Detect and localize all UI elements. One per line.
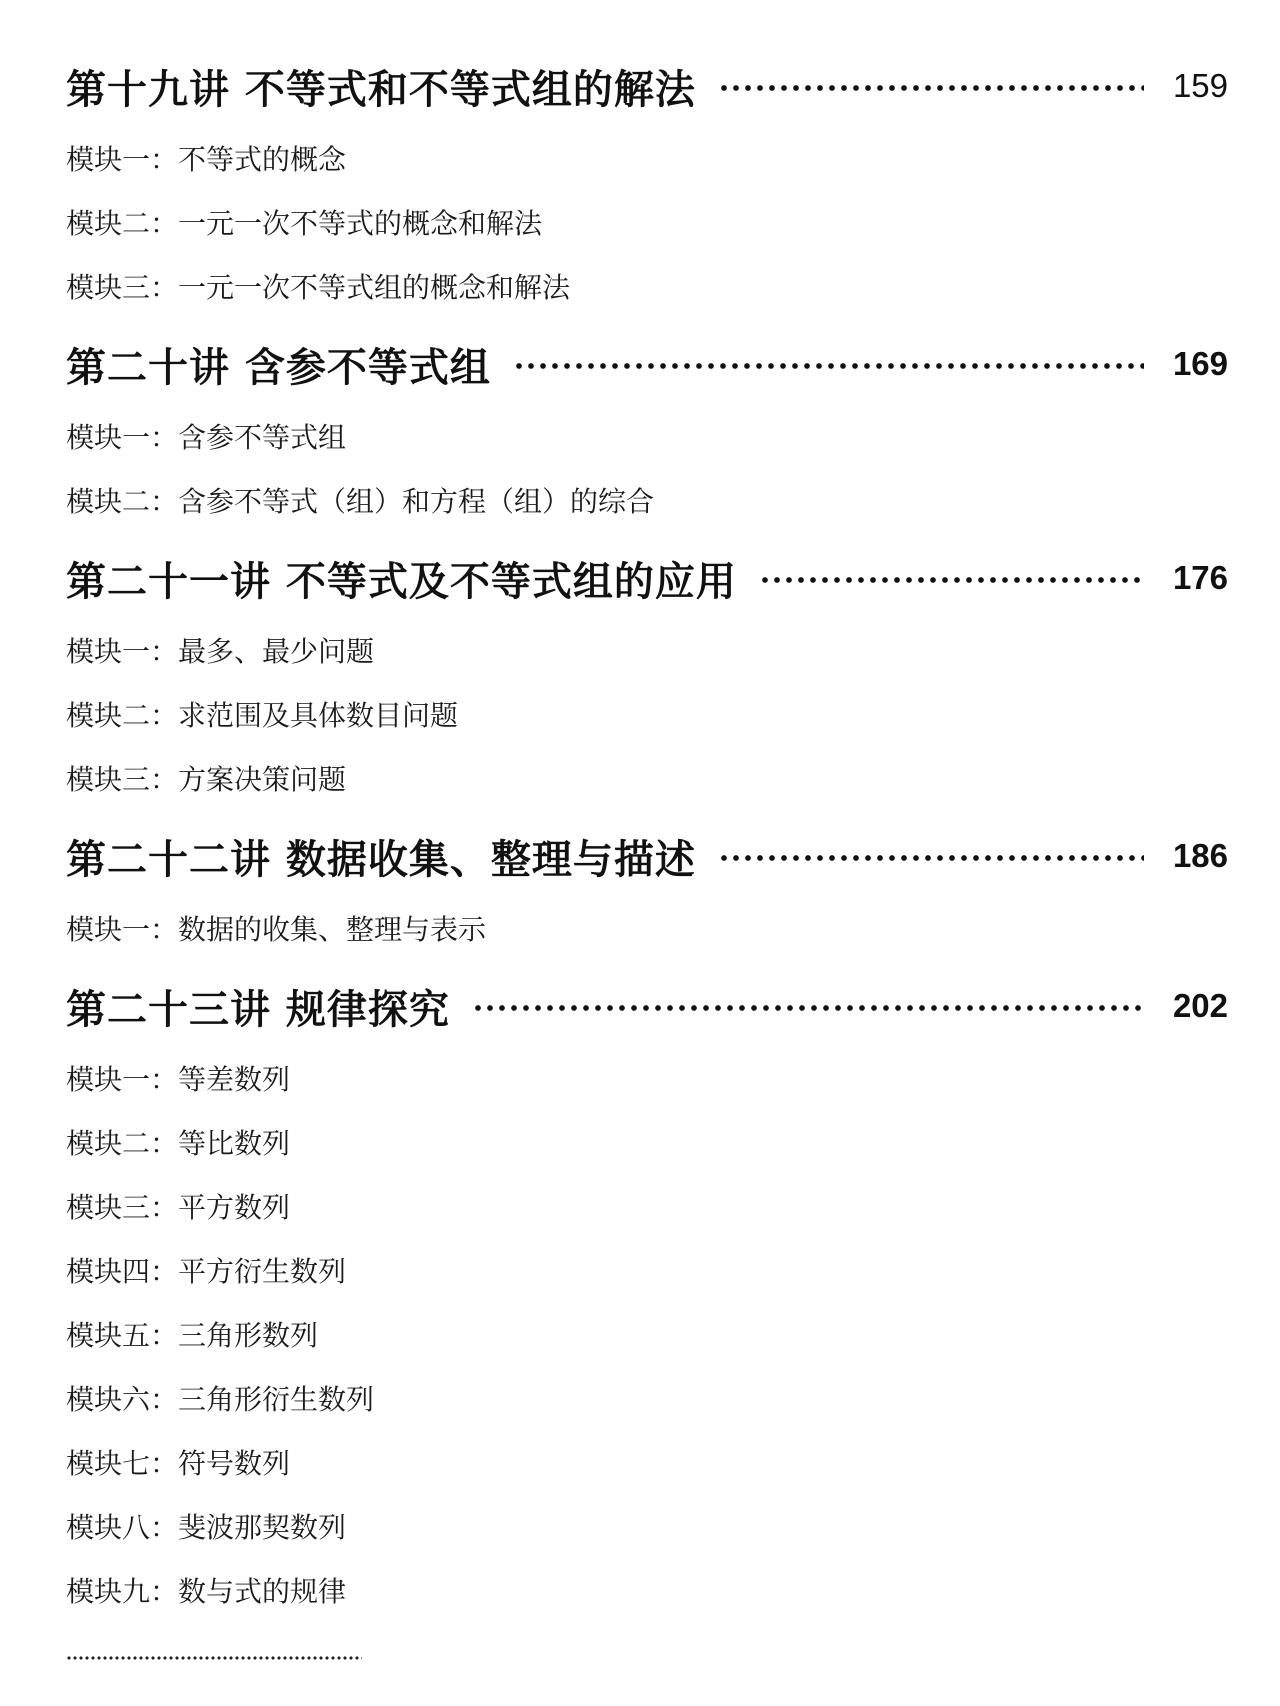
lecture-23-heading[interactable] [66,976,1228,1036]
dot-leader [759,575,1144,585]
module-item[interactable]: 模块五：三角形数列 [66,1319,319,1352]
module-item[interactable]: 模块一：数据的收集、整理与表示 [66,913,487,946]
lecture-20-heading[interactable] [66,334,1228,394]
dot-leader [472,1003,1144,1013]
module-item[interactable]: 模块三：方案决策问题 [66,763,347,796]
dot-leader [513,361,1144,371]
module-item[interactable]: 模块二：一元一次不等式的概念和解法 [66,207,543,240]
lecture-19-heading[interactable] [66,56,1228,116]
module-item[interactable]: 模块一：最多、最少问题 [66,635,375,668]
page-number: 202 [1172,987,1228,1024]
module-item[interactable]: 模块三：平方数列 [66,1191,291,1224]
lecture-21-heading[interactable] [66,548,1228,608]
lecture-22-heading[interactable] [66,826,1228,886]
module-item[interactable]: 模块八：斐波那契数列 [66,1511,347,1544]
module-item[interactable]: 模块二：等比数列 [66,1127,291,1160]
page-number: 186 [1172,837,1228,874]
module-item[interactable]: 模块九：数与式的规律 [66,1575,347,1608]
module-item[interactable]: 模块四：平方衍生数列 [66,1255,347,1288]
module-item[interactable]: 模块二：求范围及具体数目问题 [66,699,459,732]
page-number: 169 [1172,345,1228,382]
dot-leader [718,83,1144,93]
module-item[interactable]: 模块一：不等式的概念 [66,143,347,176]
lecture-title: 第二十一讲 不等式及不等式组的应用 [66,558,737,605]
lecture-title: 第二十讲 含参不等式组 [66,344,491,391]
continuation-ellipsis [66,1654,362,1662]
lecture-title: 第二十三讲 规律探究 [66,986,450,1033]
module-item[interactable]: 模块二：含参不等式（组）和方程（组）的综合 [66,485,655,518]
module-item[interactable]: 模块六：三角形衍生数列 [66,1383,375,1416]
module-item[interactable]: 模块三：一元一次不等式组的概念和解法 [66,271,571,304]
lecture-title: 第二十二讲 数据收集、整理与描述 [66,836,696,883]
dot-leader [718,853,1144,863]
page-number: 176 [1172,559,1228,596]
module-item[interactable]: 模块一：等差数列 [66,1063,291,1096]
page-number: 159 [1172,67,1228,104]
module-item[interactable]: 模块一：含参不等式组 [66,421,347,454]
module-item[interactable]: 模块七：符号数列 [66,1447,291,1480]
lecture-title: 第十九讲 不等式和不等式组的解法 [66,66,696,113]
